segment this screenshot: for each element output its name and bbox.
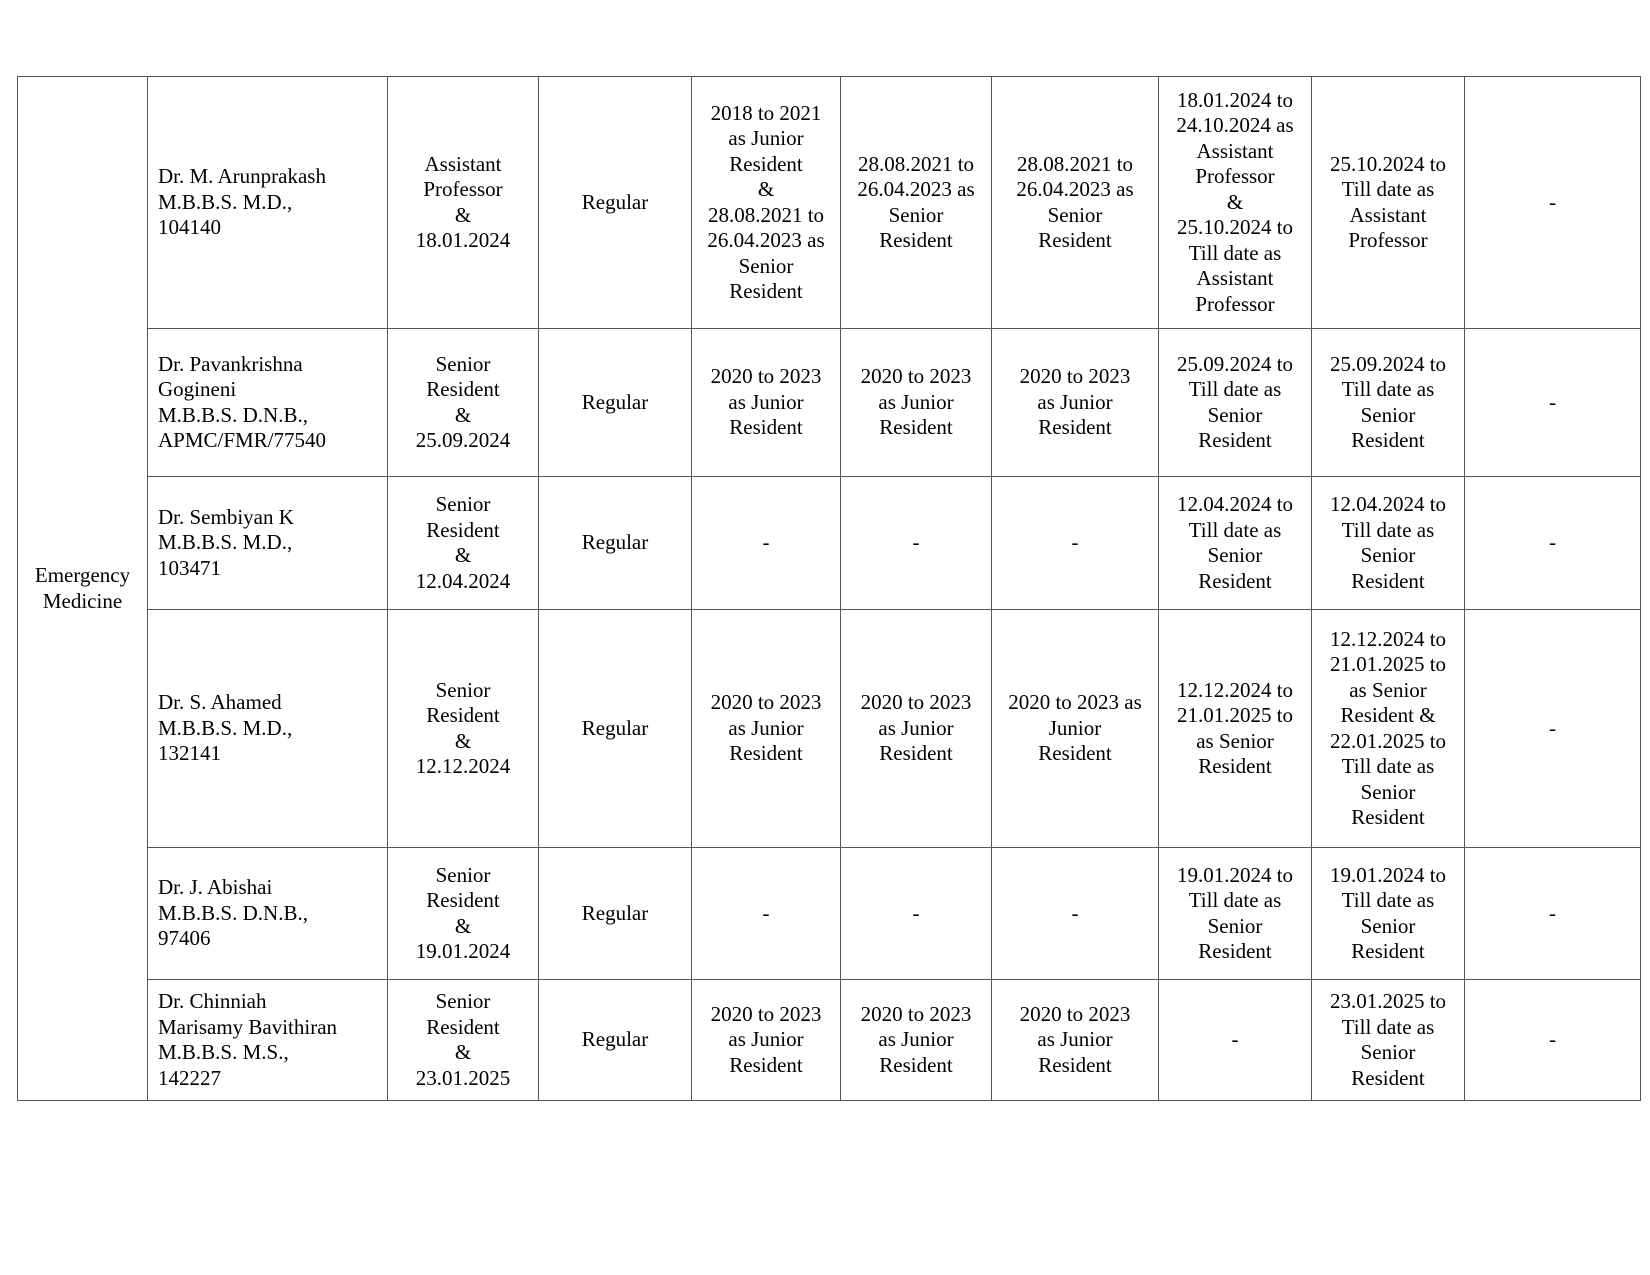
experience-cell: 2020 to 2023 as Junior Resident xyxy=(692,329,841,477)
experience-cell: 2020 to 2023 as Junior Resident xyxy=(992,329,1159,477)
experience-cell: 19.01.2024 to Till date as Senior Resident xyxy=(1159,848,1312,980)
doctor-name-cell: Dr. Chinniah Marisamy Bavithiran M.B.B.S. M.S., 142227 xyxy=(148,980,388,1101)
experience-cell: 2020 to 2023 as Junior Resident xyxy=(841,980,992,1101)
doctor-name-cell: Dr. Sembiyan K M.B.B.S. M.D., 103471 xyxy=(148,477,388,610)
doctor-name-cell: Dr. M. Arunprakash M.B.B.S. M.D., 104140 xyxy=(148,77,388,329)
remarks-cell: - xyxy=(1465,77,1641,329)
experience-cell: 2018 to 2021 as Junior Resident & 28.08.2021 to 26.04.2023 as Senior Resident xyxy=(692,77,841,329)
experience-cell: - xyxy=(841,848,992,980)
table-row xyxy=(18,477,1641,610)
experience-cell: - xyxy=(1159,980,1312,1101)
appointment-type-cell: Regular xyxy=(539,77,692,329)
experience-cell: 12.04.2024 to Till date as Senior Resident xyxy=(1312,477,1465,610)
experience-cell: - xyxy=(992,848,1159,980)
experience-cell: 12.04.2024 to Till date as Senior Resident xyxy=(1159,477,1312,610)
experience-cell: - xyxy=(692,477,841,610)
remarks-cell: - xyxy=(1465,980,1641,1101)
experience-cell: 25.09.2024 to Till date as Senior Resident xyxy=(1159,329,1312,477)
remarks-cell: - xyxy=(1465,848,1641,980)
experience-cell: 19.01.2024 to Till date as Senior Resident xyxy=(1312,848,1465,980)
experience-cell: 12.12.2024 to 21.01.2025 to as Senior Resident & 22.01.2025 to Till date as Senior Resident xyxy=(1312,610,1465,848)
experience-cell: 2020 to 2023 as Junior Resident xyxy=(841,610,992,848)
experience-cell: - xyxy=(841,477,992,610)
table-row xyxy=(18,77,1641,329)
experience-cell: 28.08.2021 to 26.04.2023 as Senior Resident xyxy=(841,77,992,329)
experience-cell: 2020 to 2023 as Junior Resident xyxy=(992,980,1159,1101)
remarks-cell: - xyxy=(1465,329,1641,477)
experience-cell: 12.12.2024 to 21.01.2025 to as Senior Resident xyxy=(1159,610,1312,848)
appointment-type-cell: Regular xyxy=(539,610,692,848)
department-cell: Emergency Medicine xyxy=(18,77,148,1101)
designation-cell: Senior Resident & 19.01.2024 xyxy=(388,848,539,980)
experience-cell: 18.01.2024 to 24.10.2024 as Assistant Professor & 25.10.2024 to Till date as Assistant Professor xyxy=(1159,77,1312,329)
experience-cell: 2020 to 2023 as Junior Resident xyxy=(841,329,992,477)
appointment-type-cell: Regular xyxy=(539,980,692,1101)
doctor-name-cell: Dr. S. Ahamed M.B.B.S. M.D., 132141 xyxy=(148,610,388,848)
experience-cell: 2020 to 2023 as Junior Resident xyxy=(692,610,841,848)
appointment-type-cell: Regular xyxy=(539,329,692,477)
experience-cell: - xyxy=(692,848,841,980)
appointment-type-cell: Regular xyxy=(539,848,692,980)
experience-cell: 25.10.2024 to Till date as Assistant Professor xyxy=(1312,77,1465,329)
designation-cell: Assistant Professor & 18.01.2024 xyxy=(388,77,539,329)
experience-cell: 25.09.2024 to Till date as Senior Resident xyxy=(1312,329,1465,477)
experience-cell: 2020 to 2023 as Junior Resident xyxy=(992,610,1159,848)
table-row xyxy=(18,980,1641,1101)
table-row xyxy=(18,329,1641,477)
designation-cell: Senior Resident & 12.04.2024 xyxy=(388,477,539,610)
appointment-type-cell: Regular xyxy=(539,477,692,610)
remarks-cell: - xyxy=(1465,477,1641,610)
table-row xyxy=(18,848,1641,980)
designation-cell: Senior Resident & 12.12.2024 xyxy=(388,610,539,848)
table-row xyxy=(18,610,1641,848)
designation-cell: Senior Resident & 23.01.2025 xyxy=(388,980,539,1101)
designation-cell: Senior Resident & 25.09.2024 xyxy=(388,329,539,477)
faculty-table xyxy=(17,76,1641,1101)
experience-cell: 28.08.2021 to 26.04.2023 as Senior Resident xyxy=(992,77,1159,329)
experience-cell: - xyxy=(992,477,1159,610)
experience-cell: 2020 to 2023 as Junior Resident xyxy=(692,980,841,1101)
experience-cell: 23.01.2025 to Till date as Senior Resident xyxy=(1312,980,1465,1101)
doctor-name-cell: Dr. Pavankrishna Gogineni M.B.B.S. D.N.B., APMC/FMR/77540 xyxy=(148,329,388,477)
remarks-cell: - xyxy=(1465,610,1641,848)
doctor-name-cell: Dr. J. Abishai M.B.B.S. D.N.B., 97406 xyxy=(148,848,388,980)
